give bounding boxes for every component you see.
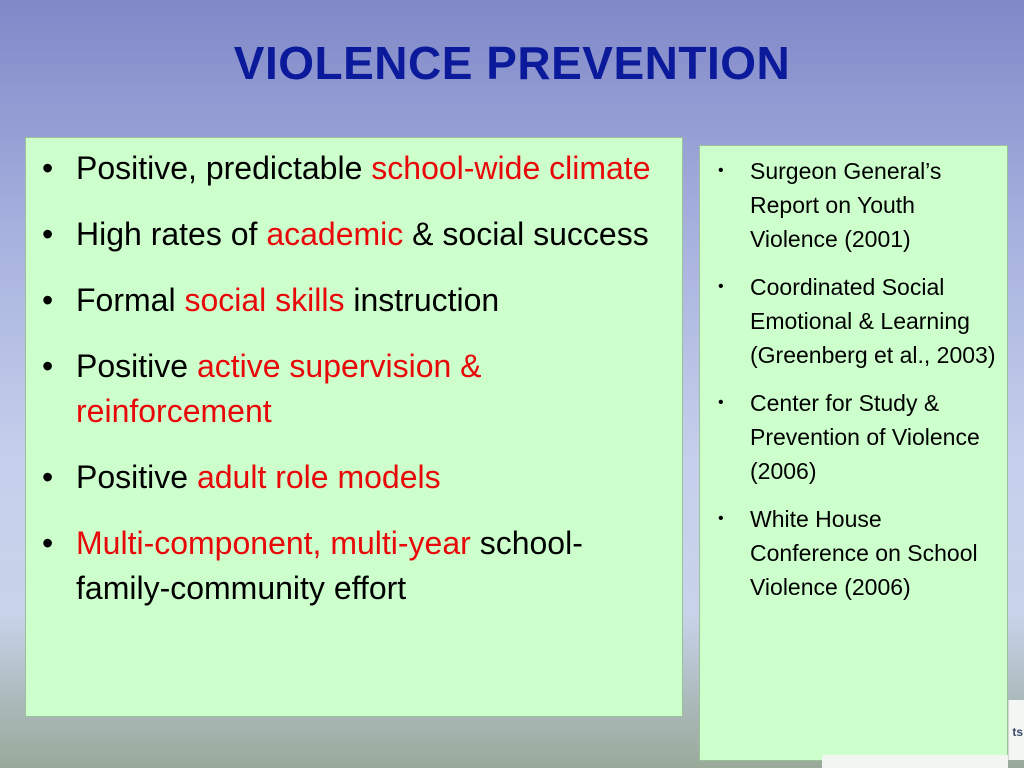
highlighted-text: academic	[266, 216, 404, 252]
reference-text: Coordinated Social Emotional & Learning (Greenberg et al., 2003)	[750, 274, 996, 368]
highlighted-text: active supervision & reinforcement	[76, 348, 482, 429]
references-list	[708, 154, 997, 604]
point-text: High rates of	[76, 216, 267, 252]
reference-item	[708, 154, 997, 256]
reference-text: White House Conference on School Violence (2006)	[750, 506, 978, 600]
point-text: Positive	[76, 459, 197, 495]
bullet-icon: •	[42, 216, 54, 252]
logo-background	[822, 755, 1008, 768]
reference-item	[708, 386, 997, 488]
main-points-box	[25, 137, 683, 717]
main-points-list	[40, 146, 664, 611]
main-point-item	[40, 146, 664, 191]
bullet-icon: •	[718, 278, 724, 295]
references-box	[699, 145, 1008, 761]
bullet-icon: •	[718, 394, 724, 411]
reference-text: Center for Study & Prevention of Violence (2006)	[750, 390, 980, 484]
bullet-icon: •	[718, 162, 724, 179]
slide-title: VIOLENCE PREVENTION	[233, 37, 791, 89]
bullet-icon: •	[42, 282, 54, 318]
main-point-item	[40, 344, 664, 434]
main-point-item	[40, 212, 664, 257]
point-text: Positive, predictable	[76, 150, 372, 186]
highlighted-text: school-wide climate	[371, 150, 651, 186]
bullet-icon: •	[42, 150, 54, 186]
bullet-icon: •	[718, 510, 724, 527]
reference-item	[708, 502, 997, 604]
partial-logo-text: ts	[1012, 725, 1023, 739]
bullet-icon: •	[42, 348, 54, 384]
point-text: Positive	[76, 348, 197, 384]
point-text: instruction	[344, 282, 500, 318]
main-point-item	[40, 521, 664, 611]
point-text: Formal	[76, 282, 185, 318]
reference-text: Surgeon General’s Report on Youth Violence (2001)	[750, 158, 942, 252]
highlighted-text: Multi-component, multi-year	[76, 525, 471, 561]
bullet-icon: •	[42, 459, 54, 495]
main-point-item	[40, 278, 664, 323]
bullet-icon: •	[42, 525, 54, 561]
point-text: school-family-community effort	[76, 525, 583, 606]
highlighted-text: adult role models	[196, 459, 441, 495]
main-point-item	[40, 455, 664, 500]
highlighted-text: social skills	[184, 282, 345, 318]
partial-logo	[1008, 700, 1024, 760]
reference-item	[708, 270, 997, 372]
point-text: & social success	[403, 216, 649, 252]
